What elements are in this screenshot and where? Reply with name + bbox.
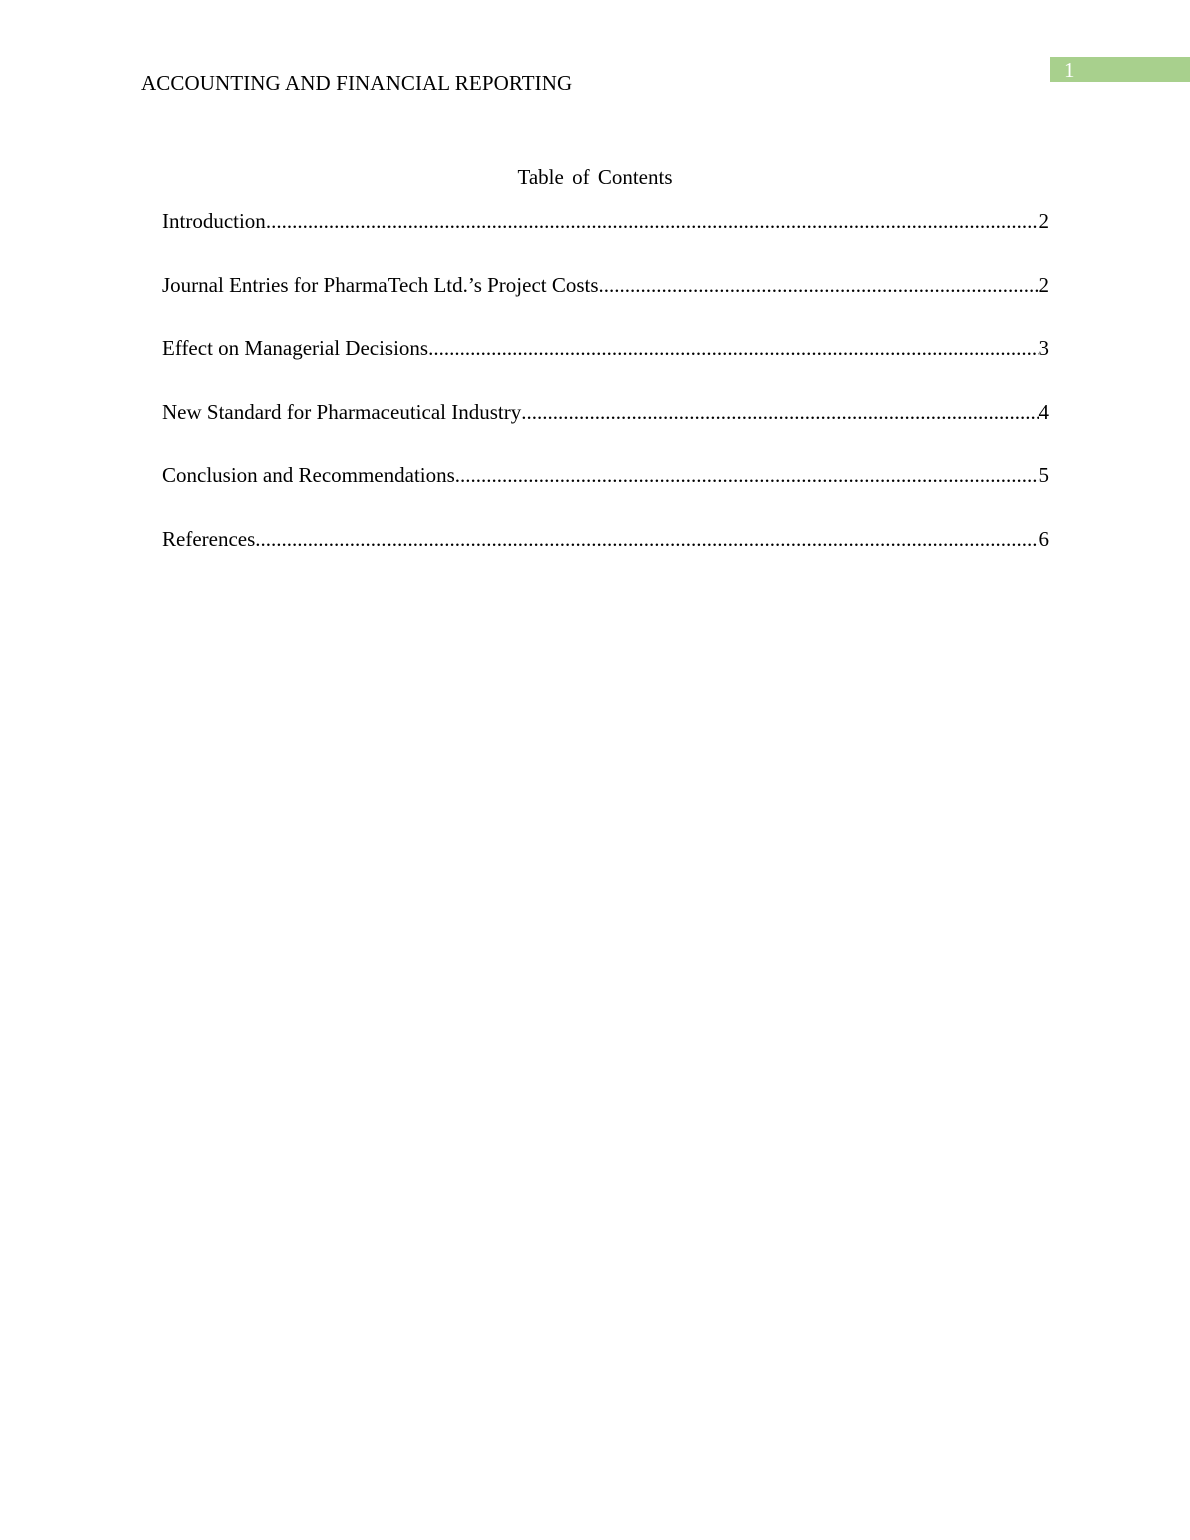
toc-entry-page: 3 xyxy=(1038,336,1049,361)
table-of-contents xyxy=(162,207,1049,589)
toc-entry-label: Conclusion and Recommendations xyxy=(162,463,455,488)
dot-leader xyxy=(521,398,1038,426)
toc-entry-conclusion[interactable] xyxy=(162,461,1049,525)
dot-leader xyxy=(255,525,1038,553)
toc-heading: Table of Contents xyxy=(517,165,673,189)
dot-leader xyxy=(266,207,1039,235)
toc-entry-page: 2 xyxy=(1038,209,1049,233)
toc-entry-new-standard[interactable] xyxy=(162,398,1049,462)
page-number: 1 xyxy=(1064,58,1075,82)
toc-entry-page: 5 xyxy=(1038,463,1049,488)
toc-entry-journal-entries[interactable] xyxy=(162,271,1049,335)
page-number-badge xyxy=(1050,57,1190,82)
dot-leader xyxy=(455,461,1039,489)
toc-entry-page: 2 xyxy=(1038,272,1049,297)
dot-leader xyxy=(428,334,1038,362)
toc-entry-label: Effect on Managerial Decisions xyxy=(162,336,429,361)
toc-entry-label: References xyxy=(162,526,256,551)
toc-entry-label: New Standard for Pharmaceutical Industry xyxy=(162,399,522,424)
toc-entry-introduction[interactable] xyxy=(162,207,1049,271)
toc-entry-label: Journal Entries for PharmaTech Ltd.’s Project Costs xyxy=(162,272,599,297)
toc-entry-references[interactable] xyxy=(162,525,1049,589)
toc-entry-page: 6 xyxy=(1038,526,1049,551)
toc-entry-label: Introduction xyxy=(162,209,266,233)
dot-leader xyxy=(599,271,1039,299)
toc-entry-managerial-decisions[interactable] xyxy=(162,334,1049,398)
running-header-title: ACCOUNTING AND FINANCIAL REPORTING xyxy=(141,71,573,95)
toc-entry-page: 4 xyxy=(1038,399,1049,424)
